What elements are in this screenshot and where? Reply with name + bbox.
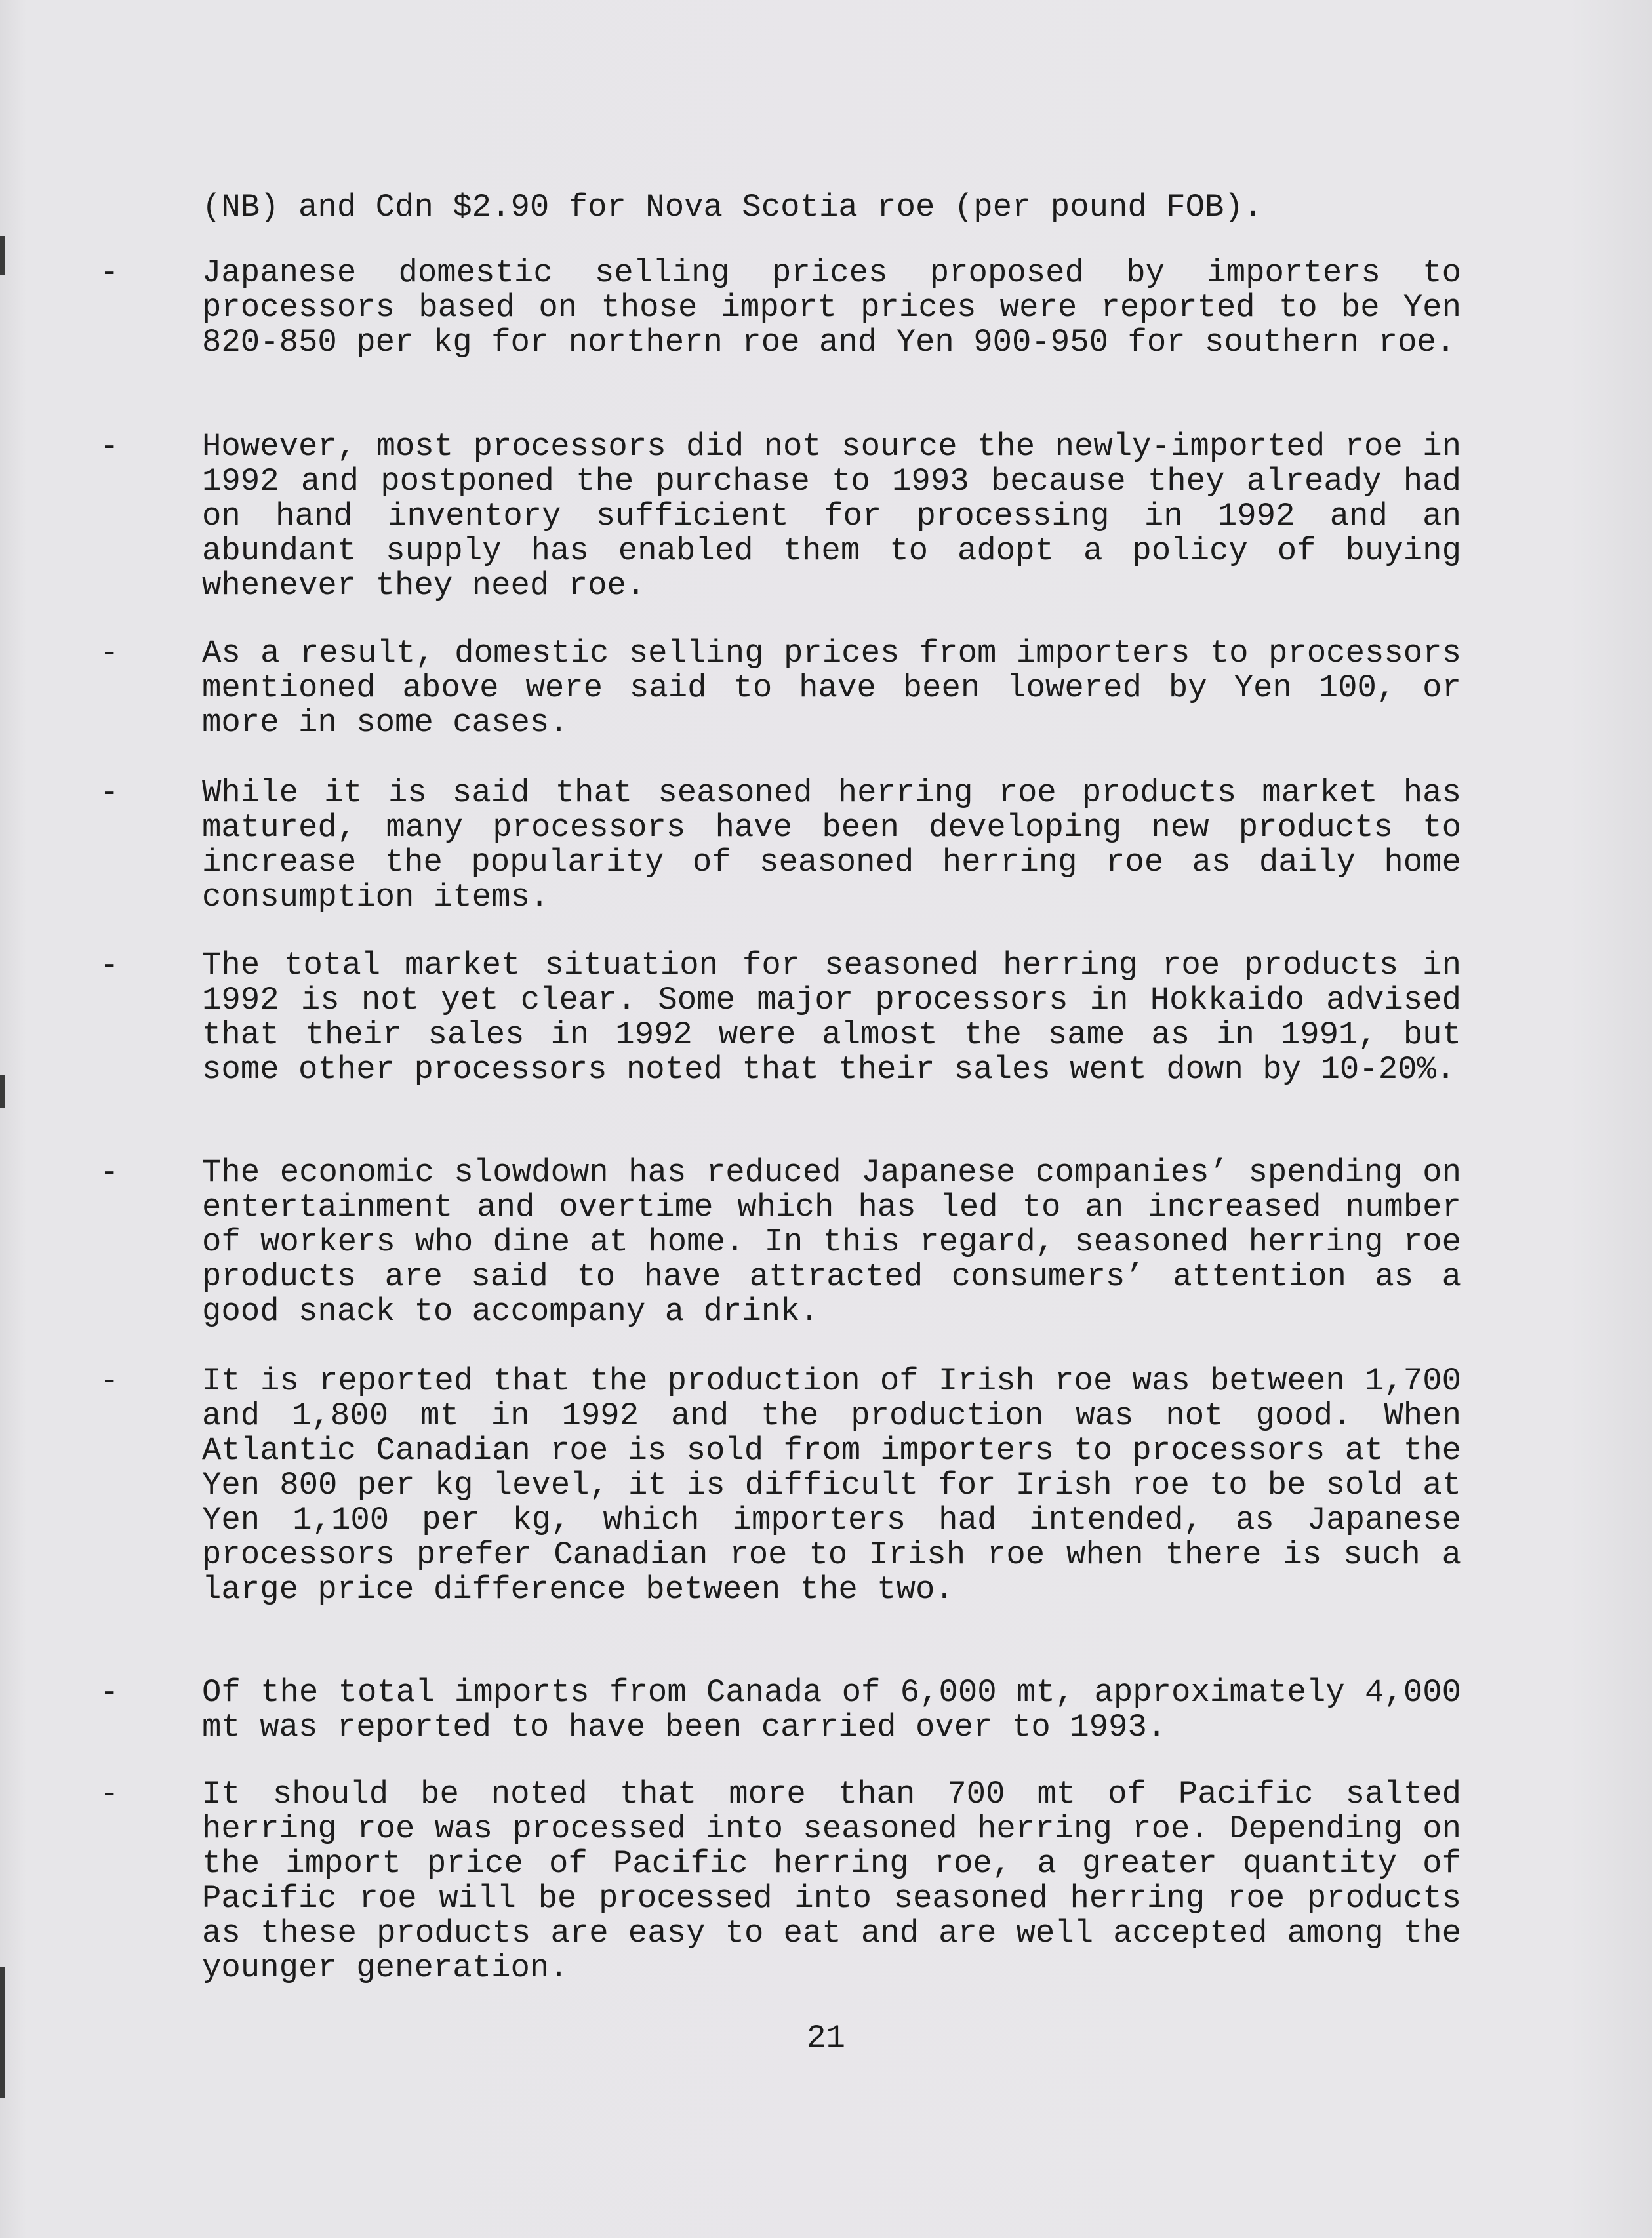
bullet-dash: - [100, 254, 119, 291]
page-number: 21 [807, 2020, 845, 2056]
bullet-text: The total market situation for seasoned herring roe products in 1992 is not yet clear. Some major processors in Hokkaido advised that their sales in 1992 were almost the same as in 1991, but some other processors noted that their sales went down by 10-20%. [202, 947, 1461, 1088]
intro-line: (NB) and Cdn $2.90 for Nova Scotia roe (per pound FOB). [202, 189, 1263, 226]
bullet-dash: - [100, 1154, 119, 1191]
bullet-text: Of the total imports from Canada of 6,000 mt, approximately 4,000 mt was reported to have been carried over to 1993. [202, 1674, 1461, 1746]
bullet-dash: - [100, 1776, 119, 1812]
bullet-text: However, most processors did not source the newly-imported roe in 1992 and postponed the purchase to 1993 because they already had on hand inventory sufficient for processing in 1992 and an abundant supply has enabled them to adopt a policy of buying whenever they need roe. [202, 428, 1461, 604]
bullet-dash: - [100, 428, 119, 465]
bullet-text: As a result, domestic selling prices from importers to processors mentioned above were said to have been lowered by Yen 100, or more in some cases. [202, 635, 1461, 741]
bullet-dash: - [100, 1674, 119, 1711]
bullet-dash: - [100, 947, 119, 984]
bullet-text: It should be noted that more than 700 mt of Pacific salted herring roe was processed into seasoned herring roe. Depending on the import price of Pacific herring roe, a greater quantity of Pacific roe will be processed into seasoned herring roe products as these products are easy to eat and are well accepted among the younger generation. [202, 1776, 1461, 1986]
bullet-text: The economic slowdown has reduced Japanese companies’ spending on entertainment and overtime which has led to an increased number of workers who dine at home. In this regard, seasoned herring roe products are said to have attracted consumers’ attention as a good snack to accompany a drink. [202, 1154, 1461, 1330]
bullet-text: It is reported that the production of Irish roe was between 1,700 and 1,800 mt in 1992 and the production was not good. When Atlantic Canadian roe is sold from importers to processors at the Yen 800 per kg level, it is difficult for Irish roe to be sold at Yen 1,100 per kg, which importers had intended, as Japanese processors prefer Canadian roe to Irish roe when there is such a large price difference between the two. [202, 1363, 1461, 1608]
bullet-text: Japanese domestic selling prices proposed by importers to processors based on those import prices were reported to be Yen 820-850 per kg for northern roe and Yen 900-950 for southern roe. [202, 254, 1461, 361]
bullet-dash: - [100, 774, 119, 811]
bullet-dash: - [100, 1363, 119, 1399]
bullet-text: While it is said that seasoned herring roe products market has matured, many processors have been developing new products to increase the popularity of seasoned herring roe as daily home consumption items. [202, 774, 1461, 915]
bullet-dash: - [100, 635, 119, 671]
